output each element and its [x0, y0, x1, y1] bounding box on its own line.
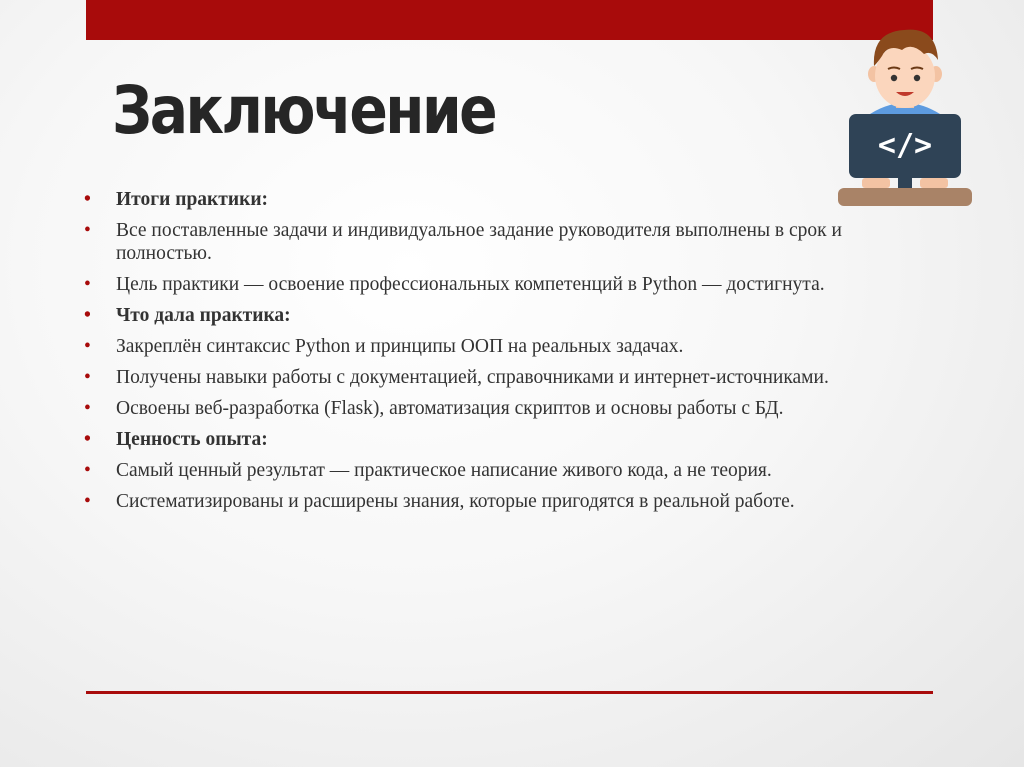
bullet-item: • Закреплён синтаксис Python и принципы ООП на реальных задачах.: [84, 335, 884, 358]
bullet-item: • Систематизированы и расширены знания, которые пригодятся в реальной работе.: [84, 490, 884, 513]
bullet-item: • Все поставленные задачи и индивидуальное задание руководителя выполнены в срок и полностью.: [84, 219, 884, 265]
bullet-item: • Получены навыки работы с документацией, справочниками и интернет-источниками.: [84, 366, 884, 389]
section-heading: • Итоги практики:: [84, 188, 884, 211]
bottom-accent-rule: [86, 691, 933, 694]
bullet-item: • Цель практики — освоение профессиональных компетенций в Python — достигнута.: [84, 273, 884, 296]
programmer-at-laptop-icon: [832, 22, 978, 210]
code-glyph: </>: [877, 128, 933, 163]
bullet-list: [84, 188, 884, 521]
bullet-item: • Самый ценный результат — практическое написание живого кода, а не теория.: [84, 459, 884, 482]
section-heading: • Что дала практика:: [84, 304, 884, 327]
top-accent-bar: [86, 0, 933, 40]
section-heading: • Ценность опыта:: [84, 428, 884, 451]
bullet-item: • Освоены веб-разработка (Flask), автоматизация скриптов и основы работы с БД.: [84, 397, 884, 420]
slide-title: Заключение: [112, 72, 496, 149]
